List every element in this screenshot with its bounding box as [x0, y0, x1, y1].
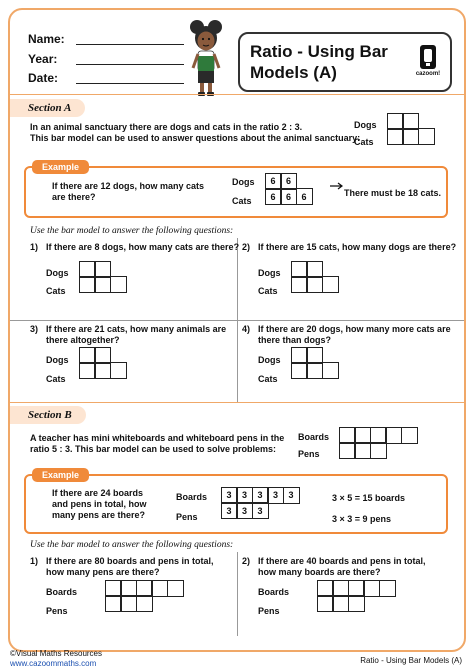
question-number: 1)	[30, 242, 39, 252]
bar-label-boards: Boards	[46, 587, 78, 597]
bar-cell: 6	[265, 188, 282, 205]
example-a-dogs-label: Dogs	[232, 177, 255, 187]
section-b-question-1-bar-model[interactable]	[106, 581, 184, 612]
example-a-cats-label: Cats	[232, 196, 252, 206]
question-text: If there are 40 boards and pens in total, how many boards are there?	[258, 556, 426, 577]
bar-label-pens: Pens	[258, 606, 280, 616]
title-box	[238, 32, 452, 92]
intro-dogs-label: Dogs	[354, 120, 377, 130]
section-b-intro-bar-model	[340, 428, 418, 459]
question-number: 1)	[30, 556, 39, 566]
bar-cell: 6	[296, 188, 313, 205]
intro-bar-model	[388, 114, 435, 145]
footer-website-link[interactable]: www.cazoommaths.com	[10, 659, 97, 668]
section-b-instruction: Use the bar model to answer the following questions:	[30, 540, 234, 550]
bar-cell: 3	[236, 487, 253, 504]
example-b-pens-label: Pens	[176, 512, 198, 522]
question-number: 4)	[242, 324, 251, 334]
bar-label-dogs: Dogs	[46, 355, 69, 365]
bar-label-cats: Cats	[46, 286, 66, 296]
example-b-bar-model	[222, 488, 300, 519]
section-divider	[10, 402, 464, 403]
section-a-instruction: Use the bar model to answer the following questions:	[30, 226, 234, 236]
year-label: Year:	[28, 52, 58, 66]
question-text: If there are 80 boards and pens in total, how many pens are there?	[46, 556, 214, 577]
bar-cell: 3	[221, 502, 238, 519]
example-b-tag: Example	[32, 468, 89, 482]
footer-sheet-title: Ratio - Using Bar Models (A)	[360, 656, 462, 665]
bar-cell: 3	[283, 487, 300, 504]
cazoom-logo	[414, 44, 442, 82]
example-b-question: If there are 24 boards and pens in total, how many pens are there?	[52, 488, 147, 520]
example-a-bar-model	[266, 174, 313, 205]
question-number: 2)	[242, 242, 251, 252]
page-title: Ratio - Using Bar Models (A)	[250, 42, 388, 82]
cazoom-logo-icon	[418, 44, 438, 70]
section-b-intro: A teacher has mini whiteboards and whiteboard pens in the ratio 5 : 3. This bar model can be used to solve problems:	[30, 433, 285, 454]
header-divider	[10, 94, 464, 95]
example-b-boards-label: Boards	[176, 492, 208, 502]
section-b-question-2-bar-model[interactable]	[318, 581, 396, 612]
question-number: 3)	[30, 324, 39, 334]
bar-label-boards: Boards	[258, 587, 290, 597]
question-text: If there are 15 cats, how many dogs are there?	[258, 242, 457, 252]
bar-cell: 3	[221, 487, 238, 504]
question-text: If there are 20 dogs, how many more cats are there than dogs?	[258, 324, 451, 345]
question-number: 2)	[242, 556, 251, 566]
bar-cell: 3	[267, 487, 284, 504]
bar-cell: 6	[265, 173, 282, 190]
bar-label-dogs: Dogs	[258, 355, 281, 365]
question-2-bar-model[interactable]	[292, 262, 339, 293]
example-a-tag: Example	[32, 160, 89, 174]
bar-label-cats: Cats	[46, 374, 66, 384]
intro-boards-label: Boards	[298, 432, 330, 442]
bar-cell: 3	[252, 487, 269, 504]
example-a-box	[24, 166, 448, 218]
example-b-working-1: 3 × 5 = 15 boards	[332, 493, 406, 503]
example-b-working-2: 3 × 3 = 9 pens	[332, 514, 392, 524]
question-1-bar-model[interactable]	[80, 262, 127, 293]
logo-text: cazoom!	[415, 71, 441, 77]
bar-label-pens: Pens	[46, 606, 68, 616]
bar-cell: 3	[252, 502, 269, 519]
intro-cats-label: Cats	[354, 137, 374, 147]
footer-copyright: ©Visual Maths Resources	[10, 649, 103, 658]
bar-label-cats: Cats	[258, 374, 278, 384]
year-line[interactable]	[76, 64, 184, 65]
section-a-intro: In an animal sanctuary there are dogs and cats in the ratio 2 : 3. This bar model can be used to answer questions about the animal sanctuary:	[30, 122, 361, 143]
question-text: If there are 21 cats, how many animals are there altogether?	[46, 324, 227, 345]
arrow-icon	[330, 182, 344, 190]
bar-label-dogs: Dogs	[46, 268, 69, 278]
example-a-question: If there are 12 dogs, how many cats are there?	[52, 181, 205, 202]
example-a-answer: There must be 18 cats.	[344, 188, 442, 198]
example-b-box	[24, 474, 448, 534]
student-character-illustration	[184, 18, 228, 98]
section-a-label: Section A	[10, 99, 85, 117]
intro-pens-label: Pens	[298, 449, 320, 459]
worksheet-frame	[8, 8, 466, 652]
bar-cell: 3	[236, 502, 253, 519]
question-4-bar-model[interactable]	[292, 348, 339, 379]
question-divider-vertical	[237, 552, 238, 636]
name-label: Name:	[28, 32, 65, 46]
name-line[interactable]	[76, 44, 184, 45]
question-text: If there are 8 dogs, how many cats are there?	[46, 242, 240, 252]
question-divider-horizontal	[10, 320, 464, 321]
question-3-bar-model[interactable]	[80, 348, 127, 379]
bar-cell: 6	[280, 173, 297, 190]
bar-label-dogs: Dogs	[258, 268, 281, 278]
date-line[interactable]	[76, 83, 184, 84]
bar-label-cats: Cats	[258, 286, 278, 296]
bar-cell: 6	[280, 188, 297, 205]
date-label: Date:	[28, 71, 59, 85]
section-b-label: Section B	[10, 406, 86, 424]
